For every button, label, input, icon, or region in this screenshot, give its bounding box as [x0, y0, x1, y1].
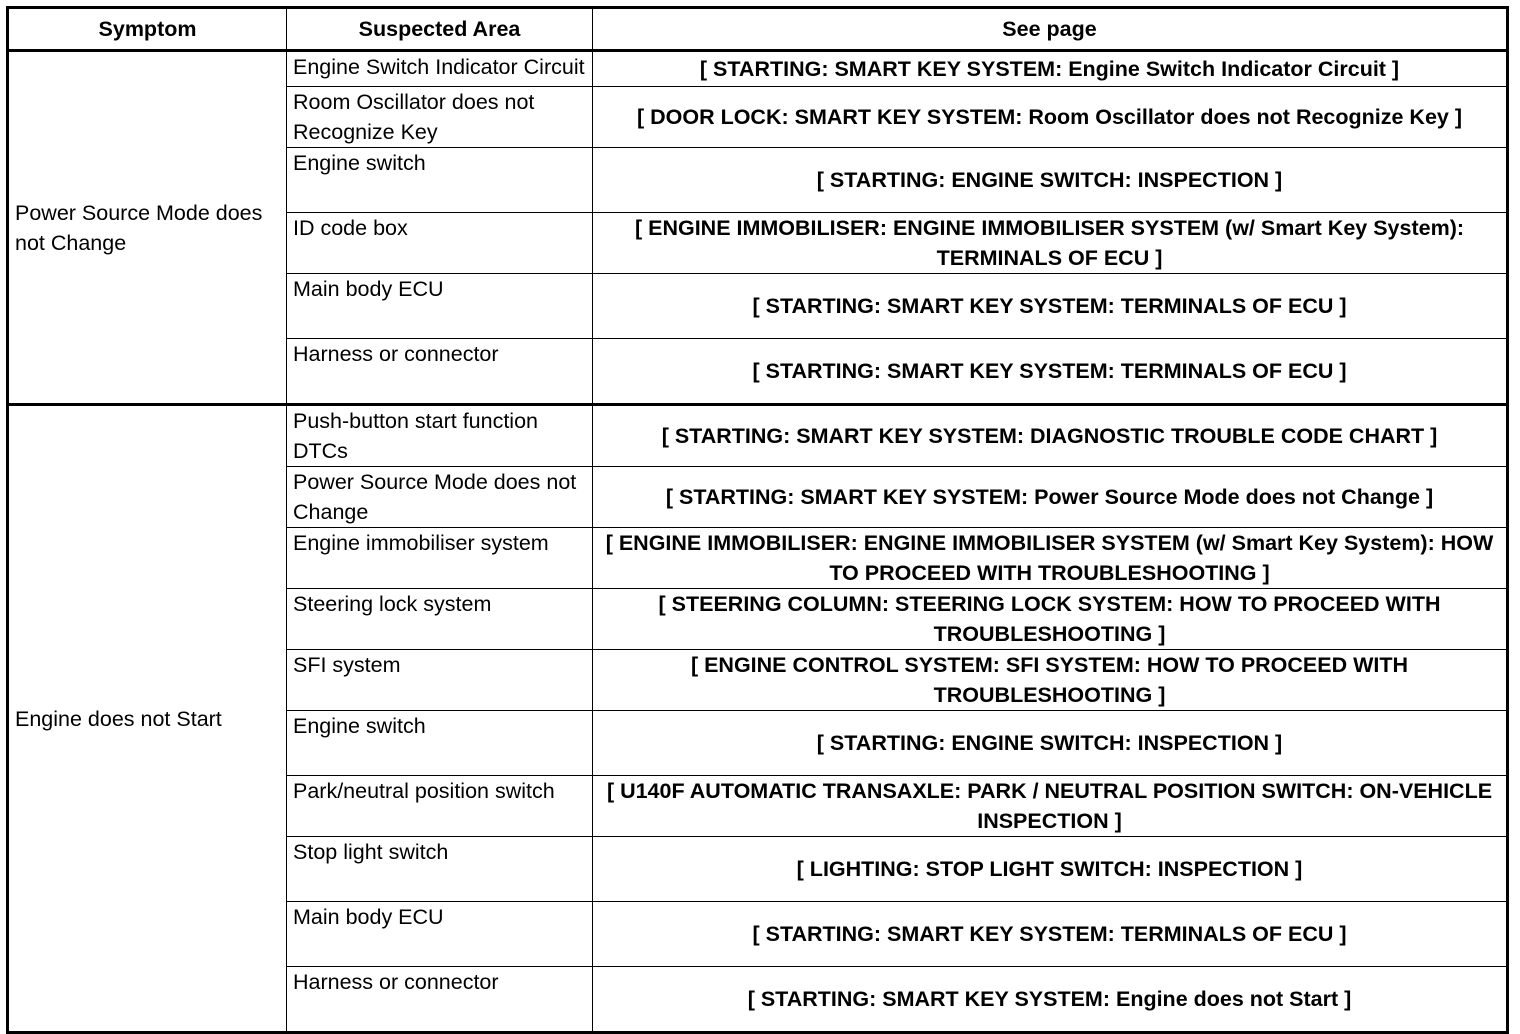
- see-page-link[interactable]: [ STARTING: ENGINE SWITCH: INSPECTION ]: [593, 148, 1508, 213]
- suspected-area-cell: Room Oscillator does not Recognize Key: [287, 87, 593, 148]
- suspected-area-cell: Main body ECU: [287, 274, 593, 339]
- see-page-link[interactable]: [ STARTING: SMART KEY SYSTEM: TERMINALS OF ECU ]: [593, 274, 1508, 339]
- suspected-area-cell: Power Source Mode does not Change: [287, 467, 593, 528]
- table-row: [8, 51, 1508, 87]
- suspected-area-cell: Harness or connector: [287, 339, 593, 405]
- see-page-link[interactable]: [ STARTING: SMART KEY SYSTEM: Engine does not Start ]: [593, 967, 1508, 1033]
- suspected-area-cell: Engine immobiliser system: [287, 528, 593, 589]
- header-suspected-area: Suspected Area: [287, 8, 593, 51]
- header-see-page: See page: [593, 8, 1508, 51]
- suspected-area-cell: Main body ECU: [287, 902, 593, 967]
- suspected-area-cell: Stop light switch: [287, 837, 593, 902]
- see-page-link[interactable]: [ STARTING: SMART KEY SYSTEM: TERMINALS OF ECU ]: [593, 902, 1508, 967]
- see-page-link[interactable]: [ STEERING COLUMN: STEERING LOCK SYSTEM: HOW TO PROCEED WITH TROUBLESHOOTING ]: [593, 589, 1508, 650]
- see-page-link[interactable]: [ ENGINE CONTROL SYSTEM: SFI SYSTEM: HOW TO PROCEED WITH TROUBLESHOOTING ]: [593, 650, 1508, 711]
- see-page-link[interactable]: [ LIGHTING: STOP LIGHT SWITCH: INSPECTION ]: [593, 837, 1508, 902]
- see-page-link[interactable]: [ U140F AUTOMATIC TRANSAXLE: PARK / NEUTRAL POSITION SWITCH: ON-VEHICLE INSPECTION ]: [593, 776, 1508, 837]
- suspected-area-cell: Park/neutral position switch: [287, 776, 593, 837]
- see-page-link[interactable]: [ STARTING: SMART KEY SYSTEM: Engine Switch Indicator Circuit ]: [593, 51, 1508, 87]
- suspected-area-cell: Steering lock system: [287, 589, 593, 650]
- suspected-area-cell: SFI system: [287, 650, 593, 711]
- see-page-link[interactable]: [ ENGINE IMMOBILISER: ENGINE IMMOBILISER SYSTEM (w/ Smart Key System): TERMINALS OF ECU ]: [593, 213, 1508, 274]
- header-symptom: Symptom: [8, 8, 287, 51]
- see-page-link[interactable]: [ STARTING: SMART KEY SYSTEM: Power Source Mode does not Change ]: [593, 467, 1508, 528]
- see-page-link[interactable]: [ DOOR LOCK: SMART KEY SYSTEM: Room Oscillator does not Recognize Key ]: [593, 87, 1508, 148]
- troubleshooting-table: [6, 6, 1509, 1034]
- suspected-area-cell: Harness or connector: [287, 967, 593, 1033]
- see-page-link[interactable]: [ STARTING: ENGINE SWITCH: INSPECTION ]: [593, 711, 1508, 776]
- suspected-area-cell: Engine Switch Indicator Circuit: [287, 51, 593, 87]
- suspected-area-cell: ID code box: [287, 213, 593, 274]
- suspected-area-cell: Push-button start function DTCs: [287, 405, 593, 467]
- symptom-cell: Engine does not Start: [8, 405, 287, 1033]
- symptom-cell: Power Source Mode does not Change: [8, 51, 287, 405]
- see-page-link[interactable]: [ STARTING: SMART KEY SYSTEM: TERMINALS OF ECU ]: [593, 339, 1508, 405]
- header-row: [8, 8, 1508, 51]
- table-row: [8, 405, 1508, 467]
- suspected-area-cell: Engine switch: [287, 711, 593, 776]
- see-page-link[interactable]: [ STARTING: SMART KEY SYSTEM: DIAGNOSTIC TROUBLE CODE CHART ]: [593, 405, 1508, 467]
- see-page-link[interactable]: [ ENGINE IMMOBILISER: ENGINE IMMOBILISER SYSTEM (w/ Smart Key System): HOW TO PROCEED WITH TROUBLESHOOTING ]: [593, 528, 1508, 589]
- suspected-area-cell: Engine switch: [287, 148, 593, 213]
